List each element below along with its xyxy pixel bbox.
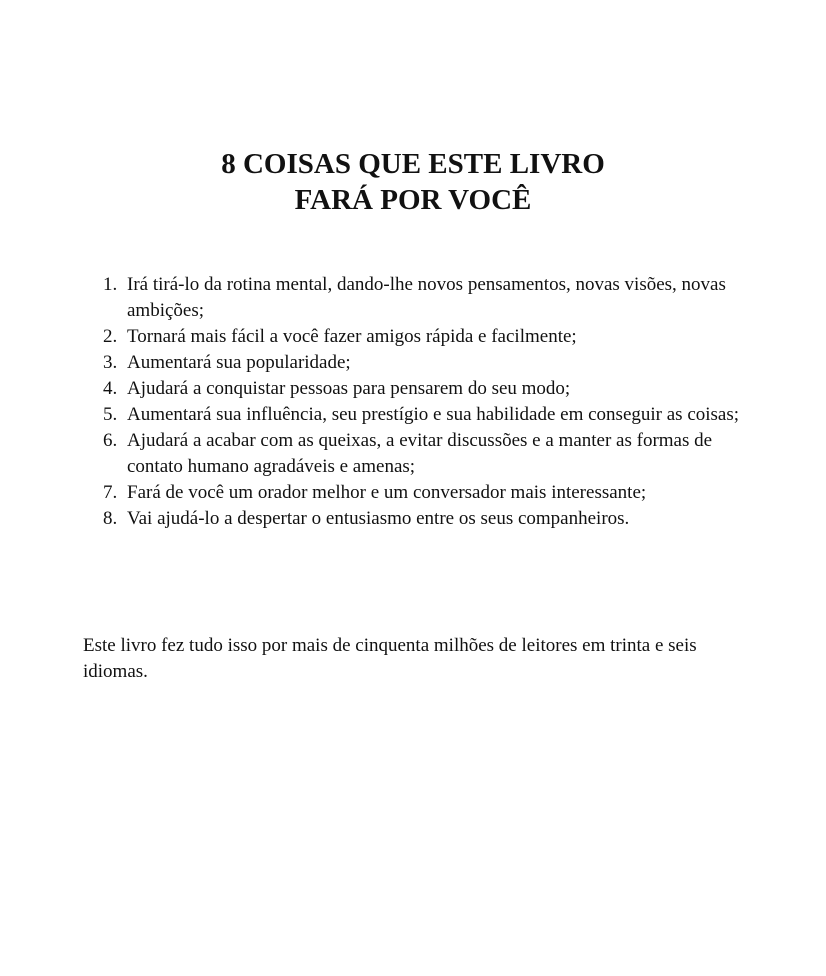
list-item-number: 8. [103, 508, 118, 529]
list-item-text: Vai ajudá-lo a despertar o entusiasmo entre os seus companheiros. [127, 508, 630, 529]
list-item [103, 324, 753, 350]
list-item-number: 2. [103, 326, 118, 347]
list-item-number: 6. [103, 430, 118, 451]
list-item-number: 4. [103, 378, 118, 399]
list-item-text: Aumentará sua influência, seu prestígio e sua habilidade em conseguir as coisas; [127, 404, 740, 425]
list-item-text: Fará de você um orador melhor e um conversador mais interessante; [127, 482, 647, 503]
list-item-number: 3. [103, 352, 118, 373]
list-item-number: 7. [103, 482, 118, 503]
list-item-text: Ajudará a acabar com as queixas, a evitar discussões e a manter as formas de contato humano agradáveis e amenas; [127, 430, 713, 477]
list-item-text: Irá tirá-lo da rotina mental, dando-lhe novos pensamentos, novas visões, novas ambições; [127, 274, 726, 321]
title-line-2: FARÁ POR VOCÊ [294, 184, 532, 216]
list-item-text: Ajudará a conquistar pessoas para pensarem do seu modo; [127, 378, 571, 399]
page-title [0, 146, 826, 218]
list-item [103, 402, 753, 428]
list-item-number: 5. [103, 404, 118, 425]
list-item [103, 350, 753, 376]
list-item [103, 506, 753, 532]
list-item [103, 376, 753, 402]
list-item-number: 1. [103, 274, 118, 295]
closing-paragraph: Este livro fez tudo isso por mais de cinquenta milhões de leitores em trinta e seis idiomas. [83, 635, 697, 682]
list-item [103, 480, 753, 506]
list-item [103, 272, 753, 324]
list-item-text: Aumentará sua popularidade; [127, 352, 351, 373]
benefits-list [103, 272, 753, 532]
list-item-text: Tornará mais fácil a você fazer amigos rápida e facilmente; [127, 326, 577, 347]
title-line-1: 8 COISAS QUE ESTE LIVRO [221, 148, 605, 180]
list-item [103, 428, 753, 480]
